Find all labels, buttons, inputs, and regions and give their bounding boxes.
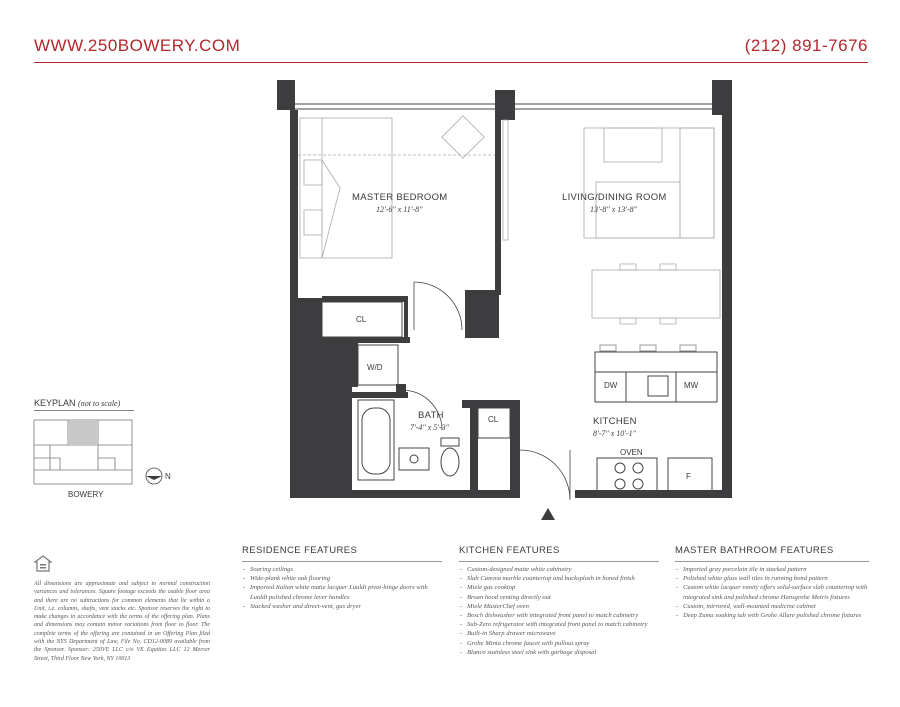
list-item: - Custom white lacquer vanity offers solid-surface slab countertop with integrated sink and polished chrome Hansgrohe Metris fixtures	[675, 583, 869, 601]
list-item: - Slab Canova marble countertop and backsplash in honed finish	[459, 574, 659, 583]
legal-disclaimer: All dimensions are approximate and subject to normal construction variances and tolerances. Square footage exceeds the usable floor area and there are no subtractions for common elements that lie within a Unit, i.e. columns, shafts, vent stacks etc. Sponsor reserves the right to make changes in accordance with the terms of the offering plan. Plans and dimensions may contain minor variations from floor to floor. The complete terms of the offering are contained in an Offering Plan filed with the NYS Department of Law, File No. CD12-0089 available from the Sponsor. Sponsor: 250VE LLC c/o VE Equities LLC 12 Mercer Street, Third Floor New York, NY 10013	[34, 581, 210, 662]
residence-features	[242, 545, 442, 611]
north-indicator: N	[165, 472, 171, 481]
keyplan-rule	[34, 410, 134, 411]
master-bedroom-label: MASTER BEDROOM	[352, 192, 448, 203]
list-item: - Broan hood venting directly out	[459, 593, 659, 602]
keyplan-street-label: BOWERY	[68, 490, 104, 499]
kitchen-features-title: KITCHEN FEATURES	[459, 545, 560, 556]
list-item: - Grohe Minta chrome faucet with pullout spray	[459, 639, 659, 648]
list-item: - Imported gray porcelain tile in stacked pattern	[675, 565, 869, 574]
walls	[277, 80, 732, 498]
list-item: - Imported Italian white matte lacquer Lualdi pivot-hinge doors with Lualdi polished chrome lever handles	[242, 583, 442, 601]
bath-dims: 7'-4" x 5'-3"	[410, 423, 450, 432]
kitchen-features	[459, 545, 659, 657]
dishwasher-label: DW	[604, 381, 618, 390]
kitchen-dims: 8'-7" x 10'-1"	[593, 429, 637, 438]
oven-label: OVEN	[620, 448, 643, 457]
keyplan-note: (not to scale)	[78, 399, 121, 408]
list-item: - Deep Zuma soaking tub with Grohe Allure polished chrome fixtures	[675, 611, 869, 620]
list-item: - Miele gas cooktop	[459, 583, 659, 592]
list-item: - Miele MasterChef oven	[459, 602, 659, 611]
living-dining-dims: 13'-8" x 13'-8"	[590, 205, 638, 214]
list-item: - Wide-plank white oak flooring	[242, 574, 442, 583]
microwave-label: MW	[684, 381, 699, 390]
keyplan-title	[34, 398, 120, 408]
phone-number[interactable]: (212) 891-7676	[744, 36, 868, 55]
equal-housing-icon	[34, 555, 52, 573]
washer-dryer-label: W/D	[367, 363, 383, 372]
keyplan-map	[34, 420, 171, 499]
list-item: - Polished white glass wall tiles in running bond pattern	[675, 574, 869, 583]
bath-closet-label: CL	[488, 415, 499, 424]
kitchen-label: KITCHEN	[593, 416, 637, 427]
list-item: - Custom, mirrored, wall-mounted medicine cabinet	[675, 602, 869, 611]
master-bath-features-rule	[675, 561, 869, 562]
website-url[interactable]: WWW.250BOWERY.COM	[34, 36, 241, 55]
list-item: - Bosch dishwasher with integrated front panel to match cabinetry	[459, 611, 659, 620]
bath-label: BATH	[418, 410, 444, 421]
bedroom-furniture	[298, 116, 508, 258]
entry-arrow-icon	[541, 508, 555, 520]
residence-features-rule	[242, 561, 442, 562]
fridge-label: F	[686, 472, 691, 481]
list-item: - Stacked washer and direct-vent, gas dryer	[242, 602, 442, 611]
list-item: - Built-in Sharp drawer microwave	[459, 629, 659, 638]
living-furniture	[584, 128, 720, 324]
bedroom-closet-label: CL	[356, 315, 367, 324]
keyplan-title-text: KEYPLAN	[34, 398, 76, 408]
kitchen-features-rule	[459, 561, 659, 562]
master-bath-features-title: MASTER BATHROOM FEATURES	[675, 545, 834, 556]
residence-features-title: RESIDENCE FEATURES	[242, 545, 358, 556]
list-item: - Soaring ceilings	[242, 565, 442, 574]
list-item: - Custom-designed matte white cabinetry	[459, 565, 659, 574]
master-bedroom-dims: 12'-6" x 11'-8"	[376, 205, 423, 214]
master-bath-features	[675, 545, 869, 620]
living-dining-label: LIVING/DINING ROOM	[562, 192, 667, 203]
list-item: - Blanco stainless steel sink with garbage disposal	[459, 648, 659, 657]
list-item: - Sub-Zero refrigerator with integrated front panel to match cabinetry	[459, 620, 659, 629]
